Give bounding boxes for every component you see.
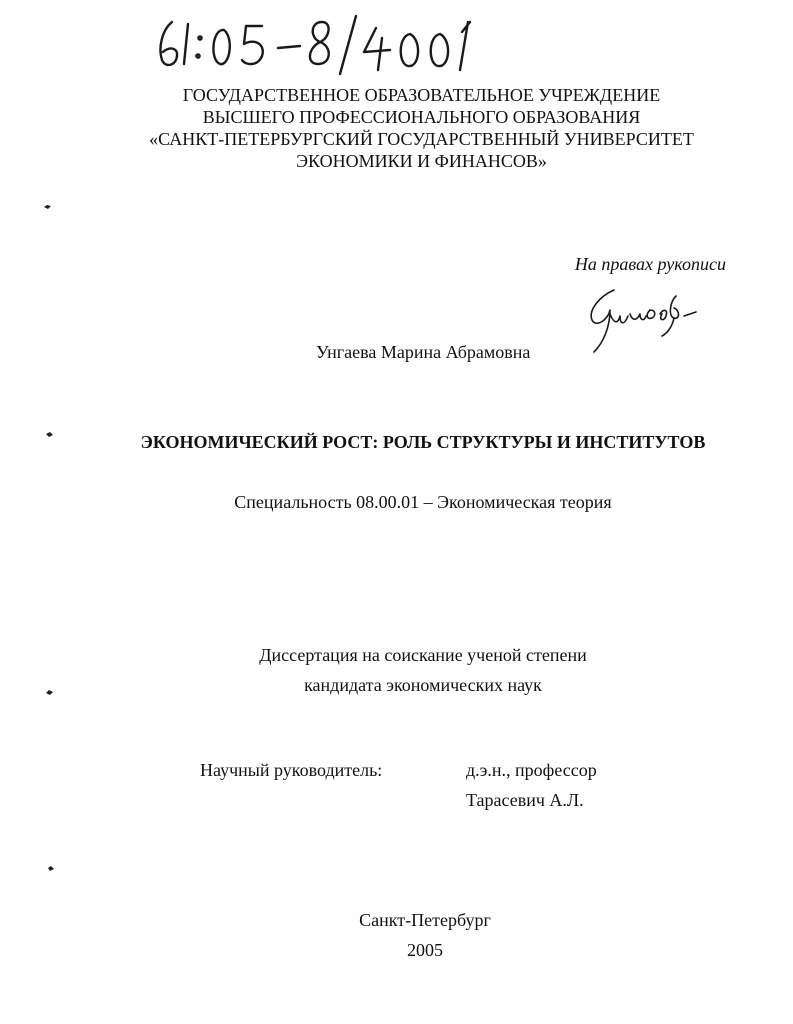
dissertation-title: ЭКОНОМИЧЕСКИЙ РОСТ: РОЛЬ СТРУКТУРЫ И ИНСТИТУТОВ <box>140 432 706 452</box>
institution-header <box>0 84 793 172</box>
handwritten-archive-code <box>150 8 480 78</box>
institution-line-1: ГОСУДАРСТВЕННОЕ ОБРАЗОВАТЕЛЬНОЕ УЧРЕЖДЕНИЕ <box>182 85 661 105</box>
institution-line-2: ВЫСШЕГО ПРОФЕССИОНАЛЬНОГО ОБРАЗОВАНИЯ <box>202 107 641 127</box>
author-signature <box>580 280 710 360</box>
degree-line-1: Диссертация на соискание ученой степени <box>259 645 587 665</box>
scan-speck <box>44 204 51 209</box>
supervisor-label: Научный руководитель: <box>200 760 383 780</box>
degree-line-2: кандидата экономических наук <box>304 675 542 695</box>
manuscript-rights-note: На правах рукописи <box>574 254 726 274</box>
supervisor-name: Тарасевич А.Л. <box>466 790 584 810</box>
institution-line-4: ЭКОНОМИКИ И ФИНАНСОВ» <box>296 151 547 171</box>
degree-statement <box>0 640 793 700</box>
city: Санкт-Петербург <box>359 910 491 930</box>
institution-line-3: «САНКТ-ПЕТЕРБУРГСКИЙ ГОСУДАРСТВЕННЫЙ УНИВЕРСИТЕТ <box>149 129 694 149</box>
year: 2005 <box>407 940 443 960</box>
author-name: Унгаева Марина Абрамовна <box>316 342 531 362</box>
supervisor-rank: д.э.н., профессор <box>466 760 597 780</box>
specialty-line: Специальность 08.00.01 – Экономическая теория <box>234 492 612 512</box>
scan-speck <box>48 866 55 871</box>
